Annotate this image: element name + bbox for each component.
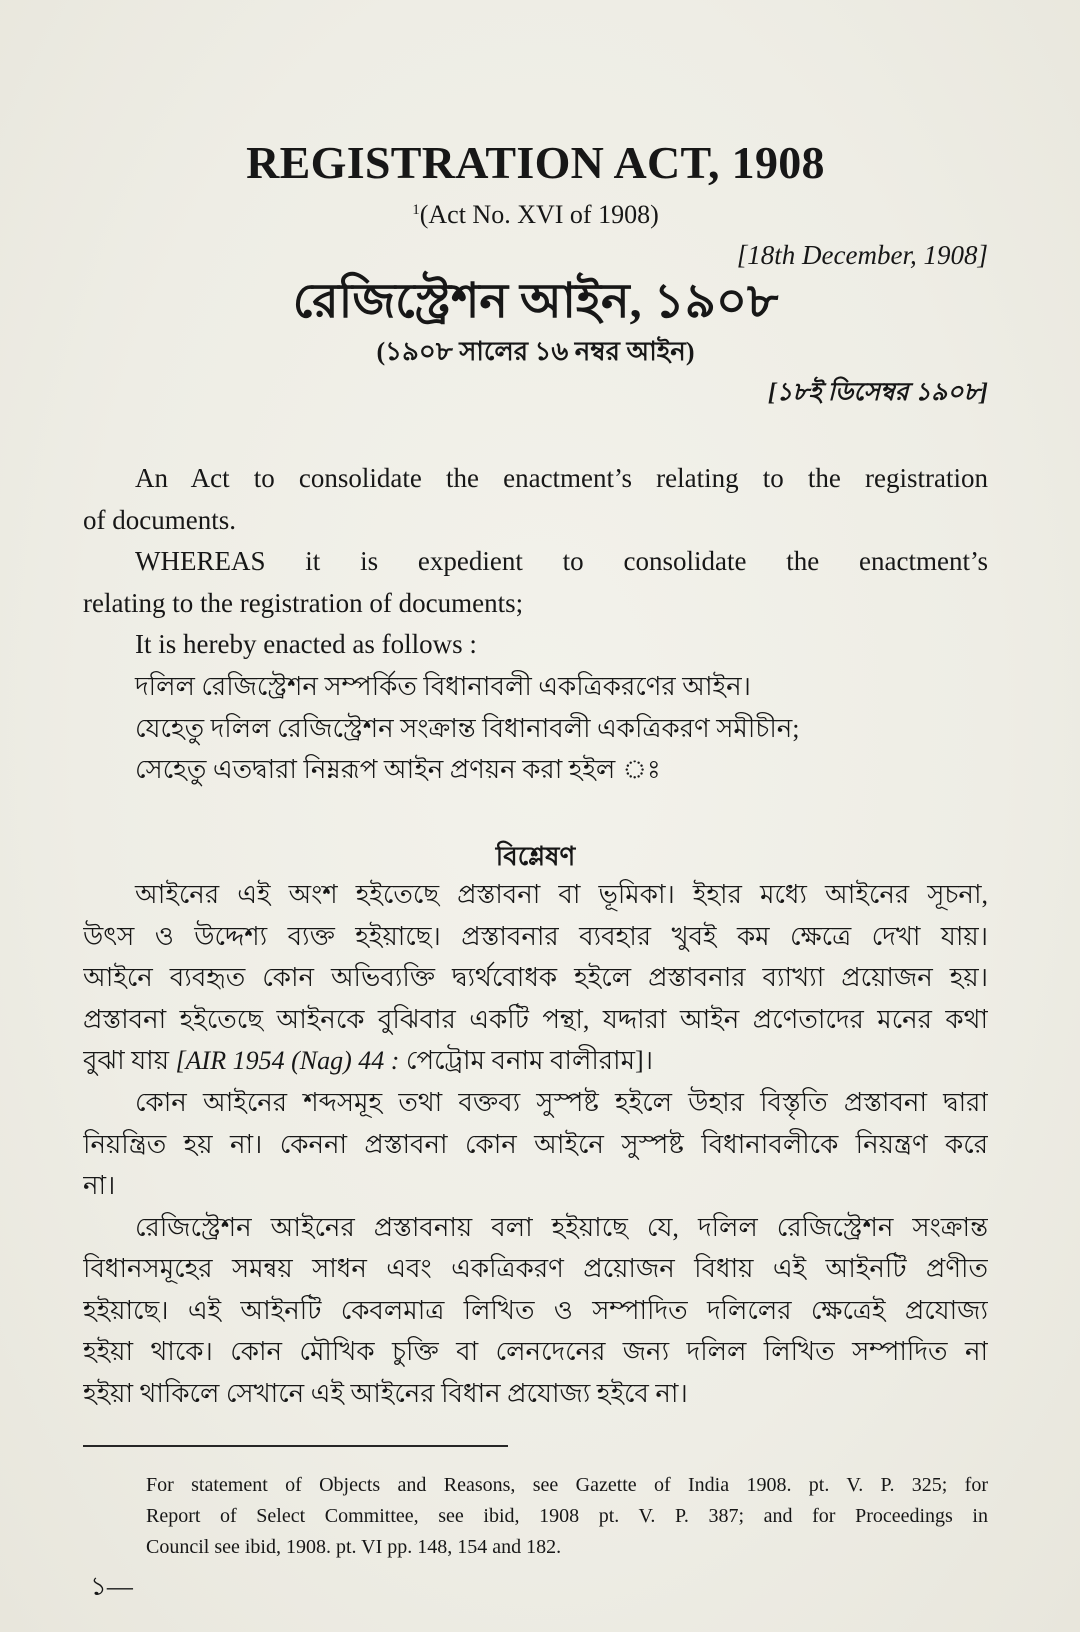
act-number-english-text: (Act No. XVI of 1908): [419, 200, 659, 229]
blank-line: [83, 791, 988, 833]
preamble-line: of documents.: [83, 504, 236, 535]
footnote: [146, 1470, 988, 1564]
case-citation: [AIR 1954 (Nag) 44 :: [175, 1046, 400, 1076]
act-number-bengali: (১৯০৮ সালের ১৬ নম্বর আইন): [376, 337, 695, 366]
act-title-english: REGISTRATION ACT, 1908: [246, 137, 825, 188]
whereas-line: WHEREAS it is expedient to consolidate the enactment’s: [135, 546, 988, 577]
body-text: [83, 458, 988, 1415]
bengali-preamble-line: দলিল রেজিস্ট্রেশন সম্পর্কিত বিধানাবলী একত্রিকরণের আইন।: [135, 671, 751, 701]
analysis-line: [83, 1040, 988, 1082]
footnote-marker: 1: [412, 202, 420, 218]
analysis-text: পেট্রোম বনাম বালীরাম]।: [399, 1046, 653, 1076]
analysis-heading: বিশ্লেষণ: [495, 842, 576, 872]
footnote-line: Council see ibid, 1908. pt. VI pp. 148, 154 and 182.: [146, 1536, 562, 1559]
enactment-date-english: [18th December, 1908]: [736, 240, 988, 270]
analysis-line: নিয়ন্ত্রিত হয় না। কেননা প্রস্তাবনা কোন আইনে সুস্পষ্ট বিধানাবলীকে নিয়ন্ত্রণ করে: [83, 1129, 988, 1159]
analysis-line: বিধানসমূহের সমন্বয় সাধন এবং একত্রিকরণ প্রয়োজন বিধায় এই আইনটি প্রণীত: [83, 1254, 988, 1284]
analysis-line: হইয়া থাকে। কোন মৌখিক চুক্তি বা লেনদেনের জন্য দলিল লিখিত সম্পাদিত না: [83, 1337, 988, 1367]
analysis-line: কোন আইনের শব্দসমূহ তথা বক্তব্য সুস্পষ্ট হইলে উহার বিস্তৃতি প্রস্তাবনা দ্বারা: [135, 1087, 988, 1117]
whereas-line: relating to the registration of documents;: [83, 587, 524, 618]
analysis-line: হইয়াছে। এই আইনটি কেবলমাত্র লিখিত ও সম্পাদিত দলিলের ক্ষেত্রেই প্রযোজ্য: [83, 1295, 988, 1325]
act-title-bengali: রেজিস্ট্রেশন আইন, ১৯০৮: [292, 275, 779, 328]
preamble-line: An Act to consolidate the enactment’s relating to the registration: [135, 463, 988, 493]
enacting-clause: It is hereby enacted as follows :: [135, 629, 477, 660]
analysis-line: আইনে ব্যবহৃত কোন অভিব্যক্তি দ্ব্যর্থবোধক হইলে প্রস্তাবনার ব্যাখ্যা প্রয়োজন হয়।: [83, 963, 988, 993]
act-number-english: [83, 199, 988, 231]
analysis-line: না।: [83, 1171, 116, 1201]
page-number: ১—: [90, 1572, 133, 1601]
analysis-line: হইয়া থাকিলে সেখানে এই আইনের বিধান প্রযোজ্য হইবে না।: [83, 1379, 688, 1409]
analysis-line: রেজিস্ট্রেশন আইনের প্রস্তাবনায় বলা হইয়াছে যে, দলিল রেজিস্ট্রেশন সংক্রান্ত: [135, 1212, 988, 1242]
enactment-date-bengali: [১৮ই ডিসেম্বর ১৯০৮]: [767, 379, 988, 406]
analysis-line: উৎস ও উদ্দেশ্য ব্যক্ত হইয়াছে। প্রস্তাবনার ব্যবহার খুবই কম ক্ষেত্রে দেখা যায়।: [83, 921, 988, 951]
footnote-line: For statement of Objects and Reasons, see Gazette of India 1908. pt. V. P. 325; for: [146, 1474, 988, 1496]
footnote-line: Report of Select Committee, see ibid, 1908 pt. V. P. 387; and for Proceedings in: [146, 1505, 988, 1528]
footnote-divider: [83, 1445, 508, 1447]
bengali-preamble-line: সেহেতু এতদ্বারা নিম্নরূপ আইন প্রণয়ন করা হইল ঃ: [135, 755, 661, 785]
bengali-preamble-line: যেহেতু দলিল রেজিস্ট্রেশন সংক্রান্ত বিধানাবলী একত্রিকরণ সমীচীন;: [135, 713, 800, 743]
analysis-line: আইনের এই অংশ হইতেছে প্রস্তাবনা বা ভূমিকা। ইহার মধ্যে আইনের সূচনা,: [135, 879, 988, 909]
analysis-text: বুঝা যায়: [83, 1046, 176, 1076]
analysis-line: প্রস্তাবনা হইতেছে আইনকে বুঝিবার একটি পন্থা, যদ্দারা আইন প্রণেতাদের মনের কথা: [83, 1004, 988, 1034]
